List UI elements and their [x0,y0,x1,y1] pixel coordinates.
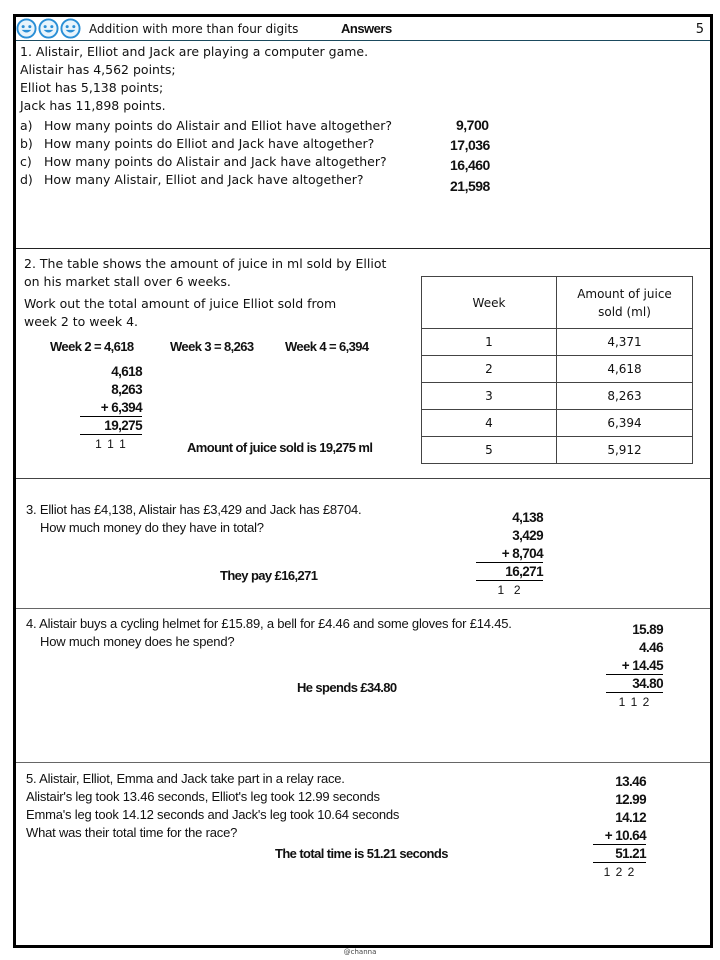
part-question: How many points do Alistair and Jack have altogether? [44,154,387,169]
q5-question: Emma's leg took 14.12 seconds and Jack's leg took 10.64 seconds [26,807,400,822]
part-letter: c) [20,154,32,169]
q5-question: 5. Alistair, Elliot, Emma and Jack take part in a relay race. [26,771,345,786]
answers-label: Answers [341,21,392,36]
q1-part-d [20,172,364,187]
sum: 19,275 [80,417,142,435]
q3-question: 3. Elliot has £4,138, Alistair has £3,429 and Jack has £8704. [26,502,362,517]
q1-line: Jack has 11,898 points. [20,98,166,113]
carry-digits: 1 1 2 [618,695,651,709]
carry-digits: 1 2 2 [603,865,636,879]
addend: 3,429 [512,528,543,543]
q2-task: Work out the total amount of juice Elliot sold from [24,296,337,311]
addend: 12.99 [615,792,646,807]
worksheet-page [13,14,713,948]
difficulty-icons [16,18,81,39]
q1-answer-c: 16,460 [450,157,490,173]
addend: + 14.45 [606,657,663,675]
week-2-value: Week 2 = 4,618 [50,339,134,354]
addend: 4.46 [639,640,663,655]
q4-question: How much money does he spend? [40,634,235,649]
q2-intro: on his market stall over 6 weeks. [24,274,231,289]
part-question: How many points do Alistair and Elliot have altogether? [44,118,393,133]
q1-answer-d: 21,598 [450,178,490,194]
table-row: 3 8,263 [422,383,693,410]
q1-part-a [20,118,392,133]
column-header-week: Week [422,277,557,329]
q1-part-b [20,136,374,151]
table-row: 4 6,394 [422,410,693,437]
table-row: 5 5,912 [422,437,693,464]
week-4-value: Week 4 = 6,394 [285,339,369,354]
sum: 34.80 [606,675,663,693]
q5-question: Alistair's leg took 13.46 seconds, Elliot's leg took 12.99 seconds [26,789,380,804]
sum: 16,271 [476,563,543,581]
juice-table [421,276,693,464]
q2-answer: Amount of juice sold is 19,275 ml [187,440,373,455]
addend: 4,138 [512,510,543,525]
addend: 4,618 [111,364,142,379]
q1-part-c [20,154,387,169]
question-1 [16,41,710,249]
q5-answer: The total time is 51.21 seconds [275,846,448,861]
addend: 15.89 [632,622,663,637]
table-row: 1 4,371 [422,329,693,356]
part-letter: d) [20,172,33,187]
addend: 8,263 [111,382,142,397]
page-number: 5 [695,22,704,37]
worksheet-title: Addition with more than four digits [89,21,299,36]
addend: 13.46 [615,774,646,789]
q4-column-addition [606,621,663,711]
question-4 [16,609,710,763]
smiley-icon [38,18,59,39]
question-3 [16,479,710,609]
q1-answer-b: 17,036 [450,137,490,153]
week-3-value: Week 3 = 8,263 [170,339,254,354]
addend: 14.12 [615,810,646,825]
table-header-row [422,277,693,329]
q2-task: week 2 to week 4. [24,314,139,329]
addend: + 10.64 [593,827,646,845]
column-header-amount: Amount of juice sold (ml) [557,277,693,329]
addend: + 6,394 [80,399,142,417]
question-2 [16,249,710,479]
carry-digits: 1 2 [497,583,522,597]
question-5 [16,763,710,948]
q2-intro: 2. The table shows the amount of juice in ml sold by Elliot [24,256,387,271]
addend: + 8,704 [476,545,543,563]
q3-column-addition [476,509,543,599]
carry-digits: 1 1 1 [95,437,127,451]
q3-answer: They pay £16,271 [220,568,318,583]
q1-intro: 1. Alistair, Elliot and Jack are playing a computer game. [20,44,369,59]
worksheet-header [16,17,710,41]
part-question: How many points do Elliot and Jack have altogether? [44,136,375,151]
q1-line: Elliot has 5,138 points; [20,80,164,95]
q5-question: What was their total time for the race? [26,825,238,840]
part-letter: b) [20,136,33,151]
q4-answer: He spends £34.80 [297,680,397,695]
smiley-icon [16,18,37,39]
q1-line: Alistair has 4,562 points; [20,62,176,77]
q5-column-addition [593,773,646,881]
footer-credit: @channa [343,948,377,956]
q1-answer-a: 9,700 [456,117,489,133]
sum: 51.21 [593,845,646,863]
q3-question: How much money do they have in total? [40,520,264,535]
smiley-icon [60,18,81,39]
q4-question: 4. Alistair buys a cycling helmet for £15.89, a bell for £4.46 and some gloves for £14.45. [26,616,512,631]
table-row: 2 4,618 [422,356,693,383]
q2-column-addition [80,363,142,453]
part-letter: a) [20,118,33,133]
part-question: How many Alistair, Elliot and Jack have altogether? [44,172,364,187]
